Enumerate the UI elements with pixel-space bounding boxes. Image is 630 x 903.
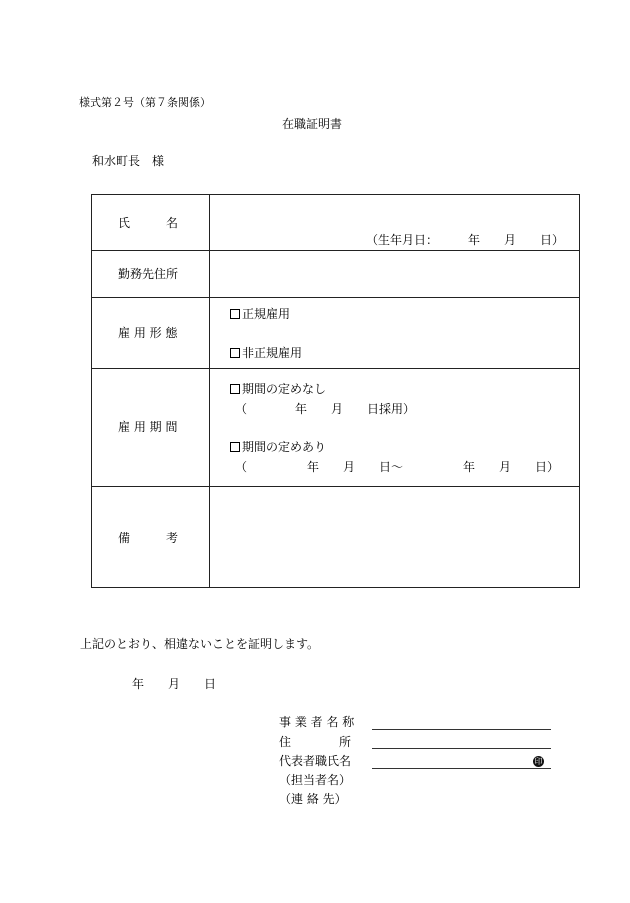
contact-label: （連 絡 先） [279, 792, 347, 806]
addressee: 和水町長 様 [92, 154, 165, 168]
option-label: 期間の定めあり [242, 440, 327, 454]
row-divider [92, 368, 579, 369]
certificate-table [91, 194, 580, 588]
contact-person-label: （担当者名） [279, 773, 352, 787]
name-label: 氏 名 [118, 216, 179, 230]
business-name-line[interactable] [372, 729, 551, 730]
option-label: 非正規雇用 [242, 346, 303, 360]
employment-type-label: 雇 用 形 態 [118, 326, 178, 340]
remarks-field[interactable] [212, 489, 578, 585]
checkbox-icon[interactable] [230, 384, 240, 394]
employment-type-nonregular[interactable] [230, 347, 302, 359]
document-title: 在職証明書 [282, 117, 343, 131]
birthdate-field[interactable]: （生年月日： 年 月 日） [366, 233, 565, 247]
period-fixed-dates[interactable]: （ 年 月 日～ 年 月 日） [235, 460, 560, 474]
option-label: 正規雇用 [242, 307, 291, 321]
checkbox-icon[interactable] [230, 348, 240, 358]
row-divider [92, 486, 579, 487]
business-address-line[interactable] [372, 748, 551, 749]
option-label: 期間の定めなし [242, 382, 327, 396]
checkbox-icon[interactable] [230, 309, 240, 319]
workplace-address-field[interactable] [212, 253, 578, 295]
form-number: 様式第２号（第７条関係） [79, 96, 211, 109]
employment-type-regular[interactable] [230, 308, 290, 320]
employment-period-label: 雇 用 期 間 [118, 420, 178, 434]
business-address-label: 住 所 [279, 735, 352, 749]
checkbox-icon[interactable] [230, 442, 240, 452]
period-indefinite[interactable] [230, 383, 326, 395]
representative-line[interactable] [372, 768, 551, 769]
business-name-label: 事 業 者 名 称 [279, 715, 355, 729]
remarks-label: 備 考 [118, 531, 179, 545]
period-indefinite-date[interactable]: （ 年 月 日採用） [235, 402, 416, 416]
table-column-divider [209, 195, 210, 587]
representative-label: 代表者職氏名 [279, 754, 352, 768]
workplace-address-label: 勤務先住所 [118, 267, 179, 281]
row-divider [92, 297, 579, 298]
period-fixed[interactable] [230, 441, 326, 453]
certification-statement: 上記のとおり、相違ないことを証明します。 [80, 637, 320, 651]
certification-date[interactable]: 年 月 日 [132, 677, 217, 691]
seal-icon: 印 [534, 757, 543, 766]
row-divider [92, 250, 579, 251]
